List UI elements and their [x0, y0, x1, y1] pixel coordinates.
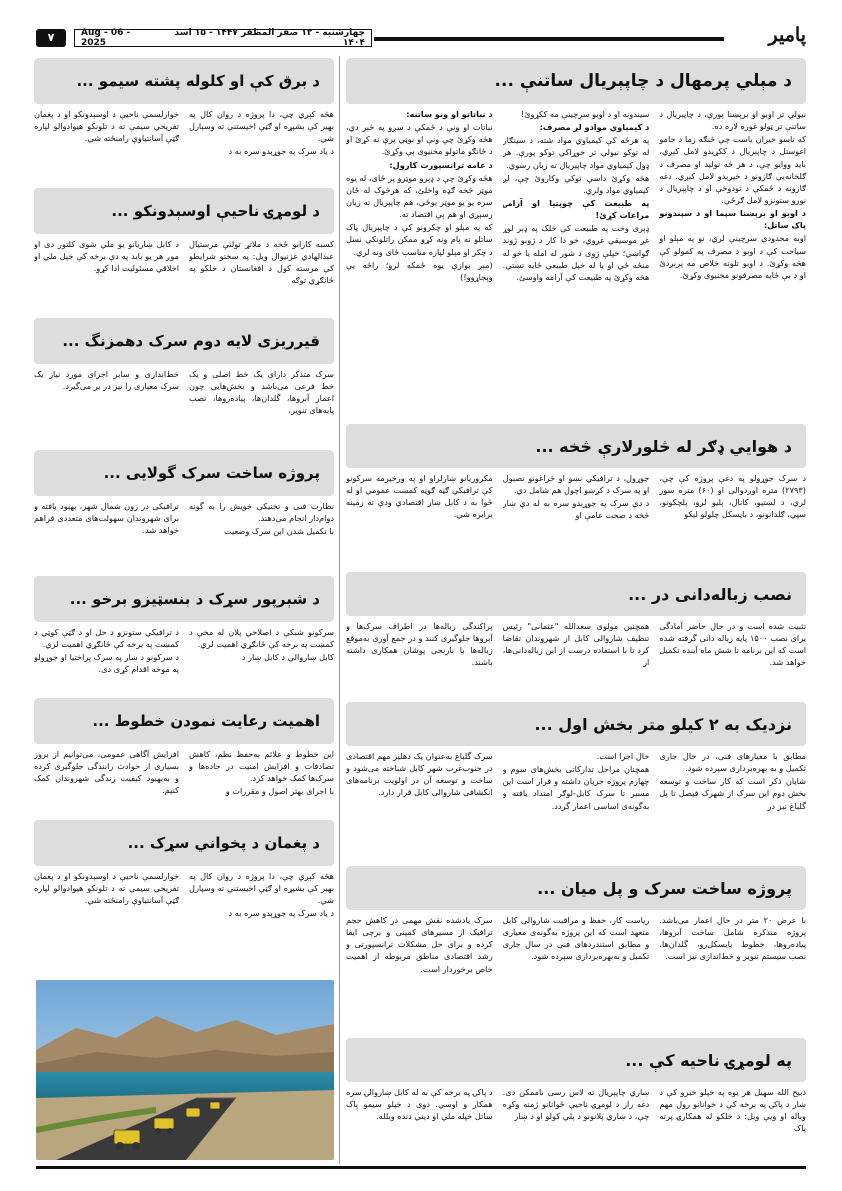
- right-article-3: [346, 572, 806, 696]
- article-headline[interactable]: د لومړۍ ناحیې اوسېدونکو ...: [34, 188, 334, 234]
- article-paragraph: سرک گلباغ به‌عنوان یک دهلیز مهم اقتصادی در جنوب‌غرب شهر کابل شناخته می‌شود و ساخت و توسعه آن در اولویت برنامه‌های انکشافی شاروالی کابل قرار دارد.: [345, 751, 493, 798]
- article-paragraph: په طبيعت کې چوپتیا او آرامۍ مراعات کړئ!: [502, 197, 650, 221]
- article-paragraph: د پاکۍ په برخه کې به له کابل ښاروالۍ سره همکار و اوسي. دوی د خپلو سیمو پاک ساتل خپله ملي او ديني دنده وبلله.: [345, 1087, 493, 1122]
- left-article-1: [34, 58, 334, 182]
- article-column: [189, 626, 334, 692]
- article-paragraph: مطابق با معیارهای فنی، در حال جاری تکمیل و به بهره‌برداری سپرده شود.: [659, 751, 806, 774]
- article-paragraph: د ترافیکي ستونزو د حل او د ګټې کوټي د کمښت په برخه کې ځانګړي اهمیت لري.: [34, 627, 179, 650]
- article-column: [34, 368, 179, 444]
- article-column: [659, 914, 806, 1032]
- right-article-6: [346, 1038, 806, 1162]
- article-paragraph: د سرک جوړولو په دغې پروژه کې چې، (۲۷۹۳) متره اوږدوالی او (۶۰) متره سور لري، د لښتيو، کانال، پلیو لرو، پلچکونو، سپي، ګلدانونو، د بايسکل چلولو لیکو: [659, 473, 806, 520]
- right-article-5: [346, 866, 806, 1032]
- article-column: [34, 238, 179, 312]
- article-paragraph: پراکندگی زباله‌ها در اطراف سرک‌ها و آبروها جلوگیری کنند و در جمع آوری به‌موقع زباله‌ها با نارنجی پوشان همکاری داشته باشند.: [345, 621, 493, 668]
- article-paragraph: خوارلسمې ناحیې د اوسېدونکو او د پغمان تفریحي سیمې ته د تلونکو هیوادوالو لپاره ګټې آسانتیاوې رامنځته شي.: [34, 109, 179, 144]
- article-paragraph: این خطوط و علائم به‌حفظ نظم، کاهش تصادفات و افزایش امنیت در جاده‌ها و سرک‌ها کمک خواهد کرد.: [189, 749, 334, 784]
- article-paragraph: که تاسو حیران یاست چې څنګه زما د جامو اغوستل د چاپېريال د ککړېدو لامل کېږي، بايد ووايو چې، د هر څه تولید او مصرف د ګلخانه‌يي ګازونو د خپرېدو لامل کېږي. دغه ګازونه د ځمکې د تودوخې او د چاپېريال د نورو ستونزو لامل ګرځي.: [659, 134, 806, 205]
- article-column: [189, 870, 334, 976]
- column-divider: [339, 56, 340, 1164]
- article-paragraph: کابل ښاروالي د کابل ښار د: [241, 652, 334, 663]
- article-paragraph: ترافیکی در زون شمال شهر، بهبود یافته و برای شهروندان سهولت‌های متعددی فراهم خواهد شد.: [34, 501, 179, 536]
- left-article-5: [34, 576, 334, 692]
- article-paragraph: ریاست کار، حفظ و مراقبت شاروالی کابل متعهد است که این پروژه به‌گونه‌ی معیاری و مطابق استندردهای فنی در سال جاری تکمیل و به‌بهره‌برداری سپرده شود.: [502, 915, 650, 962]
- article-column: [346, 472, 493, 564]
- article-column: [346, 1086, 493, 1162]
- article-paragraph: سیندونه او د اوبو سرچینې مه ککړوئ!: [520, 109, 650, 119]
- article-headline[interactable]: د هوايي ډګر له څلورلارې څخه ...: [346, 424, 806, 468]
- article-body: [346, 472, 806, 564]
- article-column: [346, 750, 493, 860]
- article-column: [503, 472, 650, 564]
- left-article-6: [34, 698, 334, 814]
- article-paragraph: تثبیت شده است و در حال حاضر آمادگی برای نصب ۱۵۰۰ پایه زباله دانی گرفته شده است که این برنامه تا شش ماه آینده تکمیل خواهد شد.: [659, 621, 806, 668]
- article-paragraph: نيولي تر اوبو او برېښنا پورې، د چاپېريال د ساتنې تر ټولو غوره لاره ده.: [659, 109, 806, 132]
- article-column: [34, 108, 179, 182]
- article-headline[interactable]: د مېلي پرمهال د چاپېريال ساتنې ...: [346, 58, 806, 104]
- article-paragraph: په هرڅه کې کیمیاوي مواد شته، د سينګار له توکو نيولي تر خوړاکي توکو پورې. هر ډول کیمیاوي مواد چاپېريال ته زيان رسوي.: [502, 135, 650, 170]
- article-paragraph: افزایش آگاهی عمومی، می‌توانیم از بروز بسیاری از حوادث رانندگی جلوگیری کرده و به‌بهبود کیفیت زندگی شهروندان کمک کنیم.: [34, 749, 179, 796]
- article-paragraph: د عامه ترانسپورت کارول:: [389, 159, 493, 170]
- article-headline[interactable]: قیرریزی لایه دوم سرک دهمزنگ ...: [34, 318, 334, 364]
- header-rule: [374, 37, 724, 41]
- article-body: [34, 626, 334, 692]
- article-paragraph: د کابل ښاريانو یو ملي شوی کلتور دی او موږ هر یو باید په دې برخه کې خپل ملي او اخلاقي مسئولیت ادا کړو.: [34, 239, 179, 274]
- article-column: [34, 500, 179, 570]
- article-headline[interactable]: پروژه ساخت سرک گولایی ...: [34, 450, 334, 496]
- article-column: [189, 748, 334, 814]
- article-paragraph: با اجرای بهتر اصول و مقررات و: [225, 786, 334, 797]
- article-body: [34, 238, 334, 312]
- article-body: [34, 748, 334, 814]
- article-paragraph: نباتات او ونې د ځمکې د سږو په څېر دي، هڅه وکړئ چې ونې او بوټي پرې نه کړئ او د ځانګو ماتولو مخنیوی ېې وکړئ.: [345, 122, 493, 157]
- article-paragraph: شایان ذکر است که کار ساخت و توسعه بخش دوم این سرک از شهرک فیصل تا پل گلباغ نیز در: [659, 776, 806, 811]
- article-paragraph: هڅه کېږي چې، دا پروژه د روان کال په بهیر کې بشپړه او ګټې اخیستنې ته وسپارل شي.: [189, 109, 334, 144]
- article-paragraph: خوارلسمې ناحیې د اوسېدونکو او د پغمان تفریحي سیمې ته د تلونکو هیوادوالو لپاره ګټې آسانتیاوې رامنځته شي.: [34, 871, 179, 906]
- right-article-2: [346, 424, 806, 564]
- article-headline[interactable]: د شېرپور سړک د بنسټیزو برخو ...: [34, 576, 334, 622]
- article-paragraph: نظارت فنی و تخنیکی خویش را به گونه دوام‌دار انجام می‌دهند.: [189, 501, 334, 524]
- article-column: [503, 620, 650, 696]
- article-column: [346, 620, 493, 696]
- article-column: [34, 626, 179, 692]
- article-headline[interactable]: نزدیک به ۲ کیلو متر بخش اول ...: [346, 702, 806, 746]
- article-paragraph: با عرض ۲۰ متر در حال اعمار می‌باشد. پروژه متذکره شامل ساخت آبروها، پیاده‌روها، خطوط بایسکل‌رو، گلدان‌ها، نصب سیستم تنویر و خط‌اندازی نیز است.: [659, 915, 806, 962]
- article-column: [189, 500, 334, 570]
- article-column: [189, 108, 334, 182]
- article-paragraph: هڅه کېږي چې، دا پروژه د روان کال په بهیر کې بشپړه او ګټې اخیستنې ته وسپارل شي.: [189, 871, 334, 906]
- article-body: [346, 108, 806, 418]
- article-body: [34, 500, 334, 570]
- article-column: [503, 914, 650, 1032]
- article-body: [34, 870, 334, 976]
- article-paragraph: سرک متذکر دارای یک خط اصلی و یک خط فرعی می‌باشد و بخش‌هایی چون اعمار آبروها، گلدان‌ها، پیاده‌روها، نصب پایه‌های تنویر،: [189, 369, 334, 416]
- article-column: [503, 108, 650, 418]
- right-article-4: [346, 702, 806, 860]
- article-paragraph: حال اجرا است.: [596, 751, 650, 761]
- article-paragraph: ډېری وخت په طبیعت کې خلک په ډېر لوړ غږ موسیقي غږوي، خو دا کار د ژوبو ژوند ګواښي؛ خپلې ژوی د شور له امله یا خو له منځه ځي او يا له خپل طبيعي ځايه تښتي. هڅه وکړئ په طبيعت کې آرامه واوسئ.: [502, 223, 650, 282]
- article-headline[interactable]: د پغمان د پخواني سړک ...: [34, 820, 334, 866]
- article-paragraph: همچنین مولوی سعدالله "عثمانی" رئیس تنظیف شاروالی کابل از شهروندان تقاضا کرد تا با استفاده درست از این زباله‌دانی‌ها، از: [502, 621, 650, 668]
- article-paragraph: د نباتاتو او ونو ساتنه:: [406, 109, 493, 119]
- article-column: [659, 750, 806, 860]
- article-paragraph: با تکمیل شدن این سرک وضعیت: [223, 526, 334, 537]
- article-column: [659, 620, 806, 696]
- article-column: [503, 750, 650, 860]
- article-paragraph: (مېږ یوازې یوه ځمکه لرو؛ راځه یې وېجاړوو!): [345, 259, 493, 282]
- article-headline[interactable]: اهمیت رعایت نمودن خطوط ...: [34, 698, 334, 744]
- article-paragraph: د اوبو او برېښنا سپما او د سپندونو پاک ساتل:: [659, 208, 806, 231]
- date-persian: چهارشنبه - ۱۲ صفر المظفر ۱۴۴۷ - ۱۵ اسد ۱۴۰۴: [174, 28, 365, 48]
- article-paragraph: هڅه وکړئ داسې توکي وکاروئ چې، لږ کیمیاوي مواد ولري.: [502, 172, 650, 195]
- article-paragraph: ذبیح الله سهیل هر یوه په خپلو خبرو کې د ښار د پاکۍ په برخه کې د خوانانو رول مهم وباله او ویې ویل: د خلکو له همکارۍ پرته پاک: [659, 1087, 806, 1134]
- date-english: Aug - 06 - 2025: [81, 28, 131, 48]
- article-column: [659, 1086, 806, 1162]
- article-headline[interactable]: په لومړۍ ناحیه کې ...: [346, 1038, 806, 1082]
- article-paragraph: مکروريانو ښارلراو او په ورخپرمه سرکونو کې ترافیکي ګڼه ګوڼه کمښت عمومي او له څوا به د کابل ښار اقتصادي ودې ته زمينه برابره شي.: [345, 473, 493, 520]
- article-column: [659, 472, 806, 564]
- article-column: [189, 368, 334, 444]
- article-paragraph: ښاري چاپېريال ته لاس رسی ناممکن دی. دغه راز د لومړۍ ناحیې ځوانانو ژمنه وکړه چې، د ښاري پلانونو د پلي کولو او د ښار: [502, 1087, 650, 1122]
- page-header: [36, 24, 806, 50]
- article-body: [346, 914, 806, 1032]
- article-paragraph: همچنان مراحل تدارکاتی بخش‌های سوم و چهارم پروژه جریان داشته و قرار است این مسیر تا سرک کابل-لوګر امتداد یافته و به‌گونه‌ی اساسی اعمار گردد.: [502, 764, 650, 811]
- article-column: [659, 108, 806, 418]
- page-number: ۷: [36, 29, 66, 47]
- masthead-brand: پامير: [768, 24, 806, 46]
- article-paragraph: کسبه کارانو څخه د ملاتړ تولنې مرستیال عبدالهادي غزنیوال ویل: په سختو شرایطو کې مرسته کول د افغانستان د خلکو په ځانګړي توګه: [189, 239, 334, 286]
- article-body: [346, 750, 806, 860]
- left-article-3: [34, 318, 334, 444]
- right-article-1: [346, 58, 806, 418]
- article-paragraph: د دې سرک په جوړېدو سره به له دې ښار څخه د صحت عامې او: [502, 498, 650, 521]
- left-article-4: [34, 450, 334, 570]
- article-column: [503, 1086, 650, 1162]
- article-paragraph: سرکونو شبکې د اصلاحي پلان له مخې د کمښت په برخه کې ځانګړي اهمیت لري.: [189, 627, 334, 650]
- article-paragraph: د یاد سرک په جوړېدو سره به د: [228, 908, 334, 919]
- article-column: [34, 748, 179, 814]
- article-paragraph: اوبه محدودې سرچینې لري، نو په مېلو او سیاحت کې د اوبو د مصرف په کمولو کې هڅه وکړئ. د اوبو تلونه خلاص مه پرېږدئ او د بې ځایه مصرفونو مخنیوی وکړئ.: [659, 233, 806, 280]
- article-headline[interactable]: پروژه ساخت سرک و پل میان ...: [346, 866, 806, 910]
- article-column: [346, 108, 493, 418]
- article-headline[interactable]: د برق کې او کلوله پشته سیمو ...: [34, 58, 334, 104]
- article-paragraph: د یاد سرک په جوړېدو سره به د: [228, 146, 334, 157]
- article-paragraph: که په مېلو او چکرونو کې د چاپېريال پاک ساتلو ته پام ونه کړو ممکن راتلونکي نسل د چکر او مېلو لپاره مناسب ځای ونه لري.: [345, 222, 493, 257]
- article-body: [34, 368, 334, 444]
- road-construction-photo: [36, 980, 334, 1160]
- footer-rule: [36, 1166, 806, 1169]
- article-body: [346, 1086, 806, 1162]
- article-column: [189, 238, 334, 312]
- article-body: [34, 108, 334, 182]
- article-paragraph: خط‌اندازی و سایر اجزای مورد نیاز یک سرک معیاری را نیز در بر می‌گیرد.: [34, 369, 179, 392]
- article-paragraph: هڅه وکړئ چې د ډېرو موټرو پر ځای، له یوه موټر څخه ګډه واخلئ، که هرڅوک له ځان سره یو یو موټر بوځي، هم چاپېريال ته زيان رسېږي او هم پې اقتصاد ته.: [345, 172, 493, 220]
- article-paragraph: د کیمیاوي موادو لږ مصرف:: [539, 122, 650, 133]
- date-box: [74, 29, 372, 47]
- article-body: [346, 620, 806, 696]
- article-paragraph: جوړول، د ترافیکي نښو او څراغونو نصبول او په سرک د کږښو اچول هم شامل دي.: [502, 473, 650, 496]
- left-article-2: [34, 188, 334, 312]
- article-paragraph: سرک یادشده نقش مهمی در کاهش حجم ترافیک از مسیرهای کمپنی و برچی ایفا کرده و برای حل مشکلات ترانسپورتی و رشد اقتصادی مناطق مربوطه از اهمیت خاص برخوردار است.: [345, 915, 493, 974]
- article-column: [346, 914, 493, 1032]
- left-article-7: [34, 820, 334, 976]
- road-photo-illustration: [36, 980, 334, 1160]
- article-headline[interactable]: نصب زباله‌دانی در ...: [346, 572, 806, 616]
- article-paragraph: د سرکونو د ښار په سرک پراختیا او جوړولو په موخه اقدام کړی دی.: [34, 652, 179, 675]
- article-column: [34, 870, 179, 976]
